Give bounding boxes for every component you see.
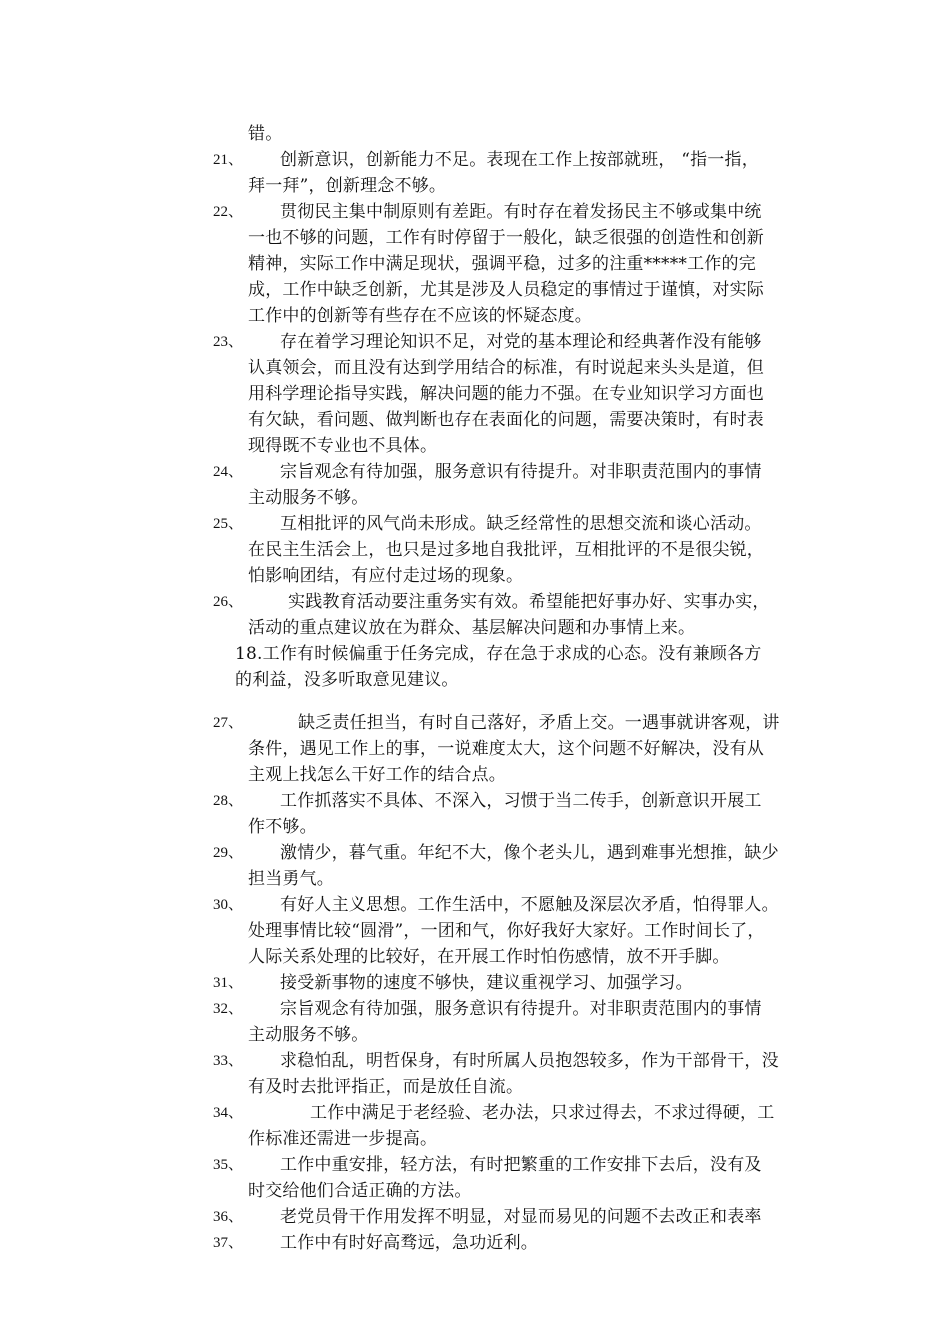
text-line: 的利益，没多听取意见建议。: [235, 670, 459, 690]
text-line: 一也不够的问题，工作有时停留于一般化，缺乏很强的创造性和创新: [248, 228, 764, 248]
text-line: 创新意识，创新能力不足。表现在工作上按部就班， “指一指，: [280, 150, 759, 170]
item-number: 22、: [213, 204, 244, 220]
text-line: 工作中的创新等有些存在不应该的怀疑态度。: [248, 306, 592, 326]
text-line: 存在着学习理论知识不足，对党的基本理论和经典著作没有能够: [280, 332, 762, 352]
text-line: 缺乏责任担当，有时自己落好，矛盾上交。一遇事就讲客观，讲: [298, 713, 780, 733]
text-line: 条件，遇见工作上的事，一说难度太大，这个问题不好解决，没有从: [248, 739, 764, 759]
text-line: 宗旨观念有待加强，服务意识有待提升。对非职责范围内的事情: [280, 999, 762, 1019]
text-line: 工作抓落实不具体、不深入，习惯于当二传手，创新意识开展工: [280, 791, 762, 811]
text-line: 18.工作有时候偏重于任务完成，存在急于求成的心态。没有兼顾各方: [235, 644, 762, 664]
item-number: 36、: [213, 1209, 244, 1225]
text-line: 怕影响团结，有应付走过场的现象。: [248, 566, 524, 586]
text-line: 成，工作中缺乏创新，尤其是涉及人员稳定的事情过于谨慎，对实际: [248, 280, 764, 300]
text-line: 贯彻民主集中制原则有差距。有时存在着发扬民主不够或集中统: [280, 202, 762, 222]
item-number: 24、: [213, 464, 244, 480]
text-line: 有好人主义思想。工作生活中，不愿触及深层次矛盾，怕得罪人。: [280, 895, 779, 915]
text-line: 活动的重点建议放在为群众、基层解决问题和办事情上来。: [248, 618, 696, 638]
text-line: 有及时去批评指正，而是放任自流。: [248, 1077, 524, 1097]
item-number: 31、: [213, 975, 244, 991]
text-line: 精神，实际工作中满足现状，强调平稳，过多的注重*****工作的完: [248, 254, 756, 274]
text-line: 主动服务不够。: [248, 488, 369, 508]
text-line: 主观上找怎么干好工作的结合点。: [248, 765, 506, 785]
item-number: 30、: [213, 897, 244, 913]
text-line: 现得既不专业也不具体。: [248, 436, 438, 456]
text-line: 认真领会，而且没有达到学用结合的标准，有时说起来头头是道，但: [248, 358, 764, 378]
text-line: 接受新事物的速度不够快，建议重视学习、加强学习。: [280, 973, 693, 993]
text-line: 人际关系处理的比较好，在开展工作时怕伤感情，放不开手脚。: [248, 947, 730, 967]
item-number: 29、: [213, 845, 244, 861]
text-line: 工作中有时好高骛远，急功近利。: [280, 1233, 538, 1253]
text-line: 宗旨观念有待加强，服务意识有待提升。对非职责范围内的事情: [280, 462, 762, 482]
item-number: 21、: [213, 152, 244, 168]
item-number: 25、: [213, 516, 244, 532]
text-line: 时交给他们合适正确的方法。: [248, 1181, 472, 1201]
text-line: 担当勇气。: [248, 869, 334, 889]
item-number: 35、: [213, 1157, 244, 1173]
text-line: 老党员骨干作用发挥不明显，对显而易见的问题不去改正和表率: [280, 1207, 762, 1227]
text-line: 在民主生活会上，也只是过多地自我批评，互相批评的不是很尖锐，: [248, 540, 764, 560]
text-line: 有欠缺，看问题、做判断也存在表面化的问题，需要决策时，有时表: [248, 410, 764, 430]
text-line: 处理事情比较“圆滑”，一团和气，你好我好大家好。工作时间长了，: [248, 921, 765, 941]
text-line: 实践教育活动要注重务实有效。希望能把好事办好、实事办实，: [288, 592, 770, 612]
text-line: 拜一拜”，创新理念不够。: [248, 176, 447, 196]
text-line: 求稳怕乱，明哲保身，有时所属人员抱怨较多，作为干部骨干，没: [280, 1051, 779, 1071]
item-number: 37、: [213, 1235, 244, 1251]
text-line: 工作中满足于老经验、老办法，只求过得去，不求过得硬，工: [310, 1103, 775, 1123]
item-number: 26、: [213, 594, 244, 610]
item-number: 32、: [213, 1001, 244, 1017]
item-number: 33、: [213, 1053, 244, 1069]
text-line: 互相批评的风气尚未形成。缺乏经常性的思想交流和谈心活动。: [280, 514, 762, 534]
item-number: 27、: [213, 715, 244, 731]
text-line: 错。: [248, 124, 283, 144]
item-number: 34、: [213, 1105, 244, 1121]
text-line: 工作中重安排，轻方法，有时把繁重的工作安排下去后，没有及: [280, 1155, 762, 1175]
text-line: 作不够。: [248, 817, 317, 837]
text-line: 作标准还需进一步提高。: [248, 1129, 438, 1149]
item-number: 23、: [213, 334, 244, 350]
text-line: 主动服务不够。: [248, 1025, 369, 1045]
item-number: 28、: [213, 793, 244, 809]
text-line: 激情少，暮气重。年纪不大，像个老头儿，遇到难事光想推，缺少: [280, 843, 779, 863]
text-line: 用科学理论指导实践，解决问题的能力不强。在专业知识学习方面也: [248, 384, 764, 404]
